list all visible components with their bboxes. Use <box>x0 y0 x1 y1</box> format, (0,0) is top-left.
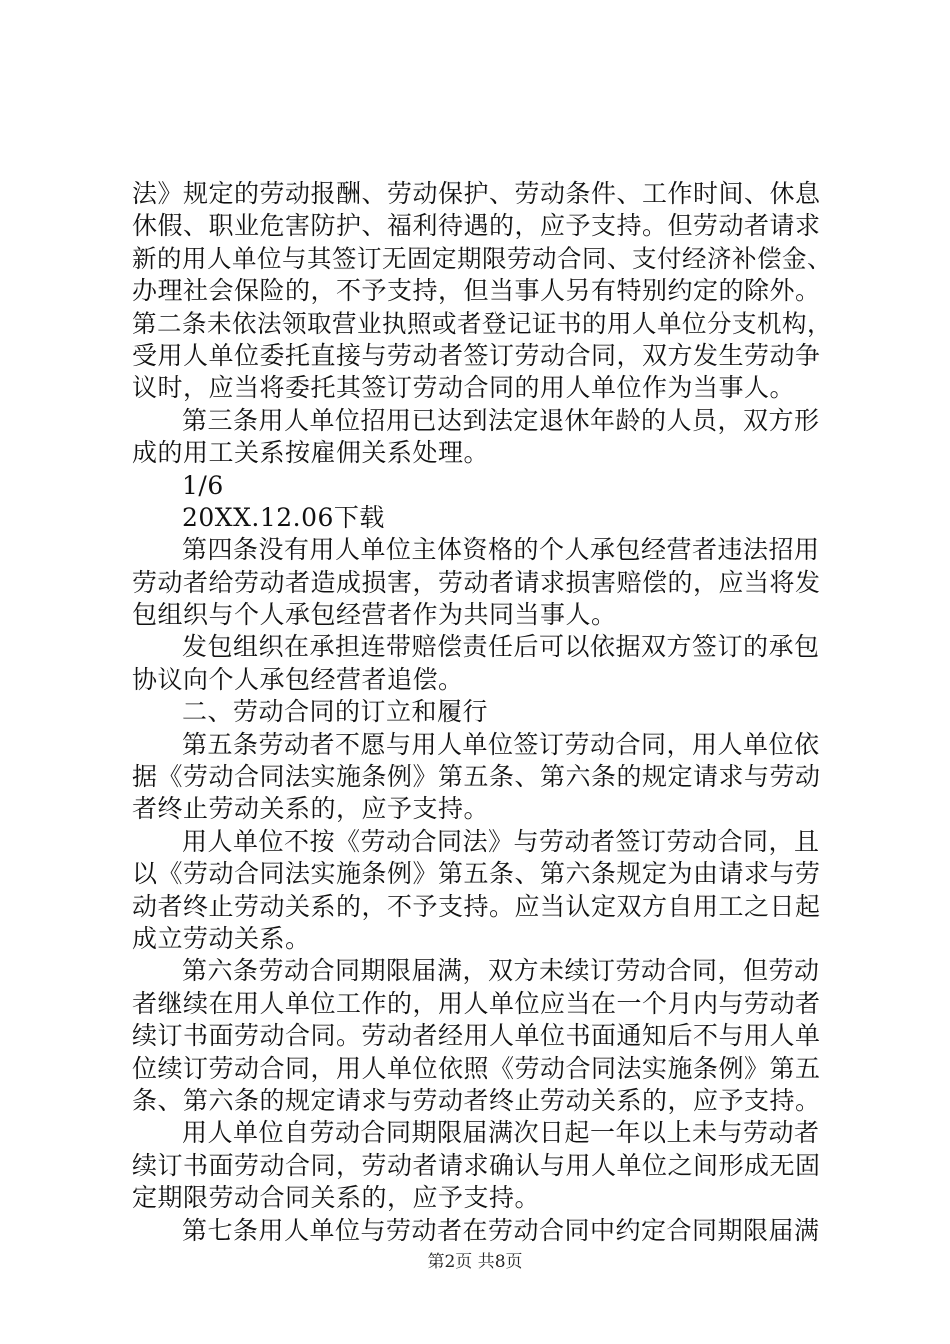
text-line: 以《劳动合同法实施条例》第五条、第六条规定为由请求与劳 <box>132 859 821 889</box>
text-line: 用人单位自劳动合同期限届满次日起一年以上未与劳动者 <box>182 1118 820 1148</box>
section-heading: 二、劳动合同的订立和履行 <box>182 697 489 727</box>
text-line: 续订书面劳动合同，劳动者请求确认与用人单位之间形成无固 <box>132 1150 821 1180</box>
page-footer: 第2页 共8页 <box>427 1252 523 1272</box>
text-line: 第五条劳动者不愿与用人单位签订劳动合同，用人单位依 <box>182 729 820 759</box>
text-line: 者终止劳动关系的，应予支持。 <box>132 794 490 824</box>
text-line: 第二条未依法领取营业执照或者登记证书的用人单位分支机构， <box>132 308 832 338</box>
text-line: 据《劳动合同法实施条例》第五条、第六条的规定请求与劳动 <box>132 762 821 792</box>
text-line: 议时，应当将委托其签订劳动合同的用人单位作为当事人。 <box>132 373 796 403</box>
text-line: 位续订劳动合同，用人单位依照《劳动合同法实施条例》第五 <box>132 1053 821 1083</box>
text-line: 第三条用人单位招用已达到法定退休年龄的人员，双方形 <box>182 405 820 435</box>
text-line: 劳动者给劳动者造成损害，劳动者请求损害赔偿的，应当将发 <box>132 567 821 597</box>
text-line: 动者终止劳动关系的，不予支持。应当认定双方自用工之日起 <box>132 891 821 921</box>
text-line: 用人单位不按《劳动合同法》与劳动者签订劳动合同，且 <box>182 826 820 856</box>
text-line: 定期限劳动合同关系的，应予支持。 <box>132 1183 541 1213</box>
text-line: 成立劳动关系。 <box>132 923 311 953</box>
text-line: 法》规定的劳动报酬、劳动保护、劳动条件、工作时间、休息 <box>132 179 821 208</box>
text-line: 成的用工关系按雇佣关系处理。 <box>132 438 490 468</box>
document-body <box>132 178 832 1247</box>
text-line: 第四条没有用人单位主体资格的个人承包经营者违法招用 <box>182 535 820 565</box>
text-line: 第七条用人单位与劳动者在劳动合同中约定合同期限届满 <box>182 1215 820 1245</box>
text-line: 包组织与个人承包经营者作为共同当事人。 <box>132 600 617 630</box>
text-line: 条、第六条的规定请求与劳动者终止劳动关系的，应予支持。 <box>132 1085 821 1115</box>
text-line: 受用人单位委托直接与劳动者签订劳动合同，双方发生劳动争 <box>132 340 821 370</box>
text-line: 续订书面劳动合同。劳动者经用人单位书面通知后不与用人单 <box>132 1021 821 1051</box>
download-date: 20XX.12.06下载 <box>182 502 385 532</box>
text-line: 办理社会保险的，不予支持，但当事人另有特别约定的除外。 <box>132 276 821 306</box>
page-fraction: 1/6 <box>182 470 224 500</box>
text-line: 协议向个人承包经营者追偿。 <box>132 664 464 694</box>
text-line: 休假、职业危害防护、福利待遇的，应予支持。但劳动者请求 <box>132 211 821 241</box>
text-line: 第六条劳动合同期限届满，双方未续订劳动合同，但劳动 <box>182 956 820 986</box>
text-line: 者继续在用人单位工作的，用人单位应当在一个月内与劳动者 <box>132 988 821 1018</box>
text-line: 新的用人单位与其签订无固定期限劳动合同、支付经济补偿金、 <box>132 243 832 273</box>
text-line: 发包组织在承担连带赔偿责任后可以依据双方签订的承包 <box>182 632 820 662</box>
